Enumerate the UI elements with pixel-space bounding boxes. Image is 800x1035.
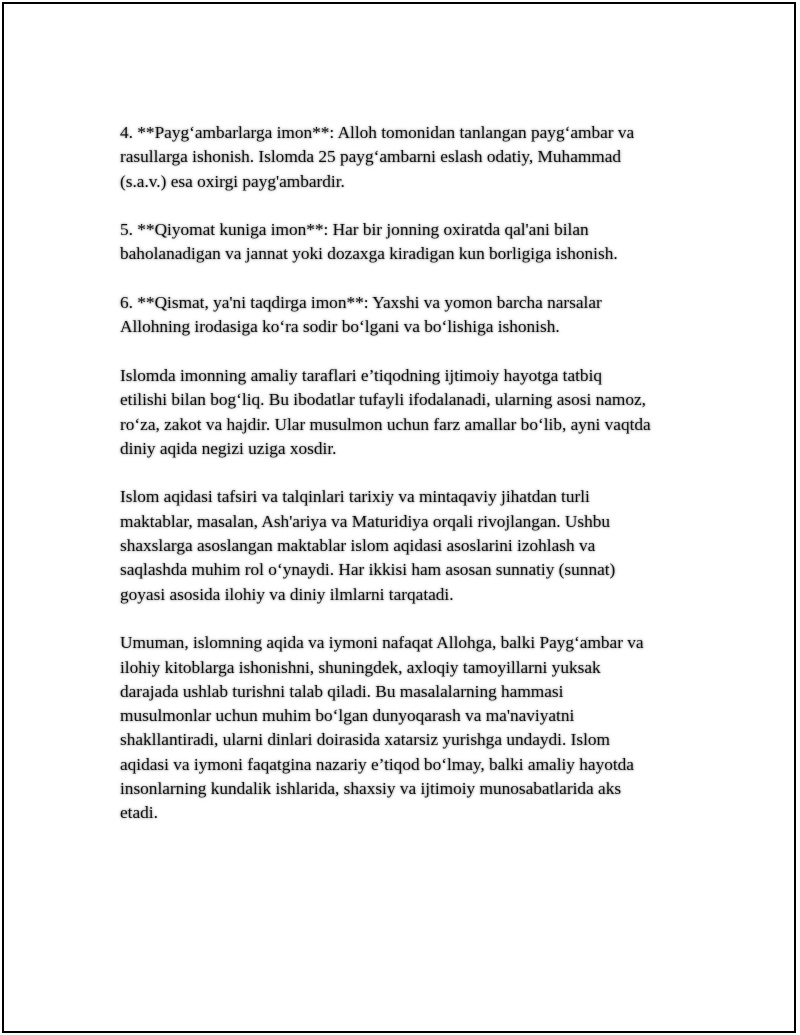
paragraph-schools: Islom aqidasi tafsiri va talqinlari tarixiy va mintaqaviy jihatdan turli maktablar, masalan, Ash'ariya va Maturidiya orqali rivojlangan. Ushbu shaxslarga asoslangan maktablar islom aqidasi asoslarini izohlash va saqlashda muhim rol o‘ynaydi. Har ikkisi ham asosan sunnatiy (sunnat) goyasi asosida ilohiy va diniy ilmlarni tarqatadi. (120, 487, 616, 604)
paragraph-destiny: 6. **Qismat, ya'ni taqdirga imon**: Yaxshi va yomon barcha narsalar Allohning irodasiga ko‘ra sodir bo‘lgani va bo‘lishiga ishonish. (120, 293, 602, 337)
page-frame (2, 2, 796, 1033)
paragraph-judgment-day: 5. **Qiyomat kuniga imon**: Har bir jonning oxiratda qal'ani bilan baholanadigan va jannat yoki dozaxga kiradigan kun borligiga ishonish. (120, 220, 618, 264)
paragraph-practical-aspects: Islomda imonning amaliy taraflari e’tiqodning ijtimoiy hayotga tatbiq etilishi bilan bog‘liq. Bu ibodatlar tufayli ifodalanadi, ularning asosi namoz, ro‘za, zakot va hajdir. Ular musulmon uchun farz amallar bo‘lib, ayni vaqtda diniy aqida negizi uziga xosdir. (120, 365, 651, 458)
paragraph-prophets: 4. **Payg‘ambarlarga imon**: Alloh tomonidan tanlangan payg‘ambar va rasullarga ishonish. Islomda 25 payg‘ambarni eslash odatiy, Muhammad (s.a.v.) esa oxirgi payg'ambardir. (120, 123, 635, 191)
document-body (120, 121, 700, 826)
paragraph-conclusion: Umuman, islomning aqida va iymoni nafaqat Allohga, balki Payg‘ambar va ilohiy kitoblarga ishonishni, shuningdek, axloqiy tamoyillarni yuksak darajada ushlab turishni talab qiladi. Bu masalalarning hammasi musulmonlar uchun muhim bo‘lgan dunyoqarash va ma'naviyatni shakllantiradi, ularni dinlari doirasida xatarsiz yurishga undaydi. Islom aqidasi va iymoni faqatgina nazariy e’tiqod bo‘lmay, balki amaliy hayotda insonlarning kundalik ishlarida, shaxsiy va ijtimoiy munosabatlarida aks etadi. (120, 633, 644, 823)
